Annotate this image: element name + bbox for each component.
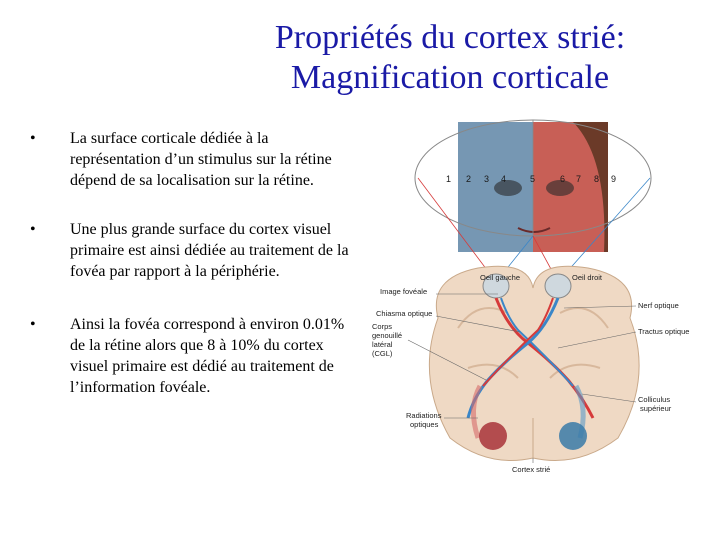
field-number: 5 — [530, 174, 536, 184]
label-radiations-1: Radiations — [406, 411, 442, 420]
label-radiations-2: optiques — [410, 420, 439, 429]
label-corps-1: Corps — [372, 322, 393, 331]
bullet-dot: • — [30, 316, 36, 333]
field-number: 3 — [484, 174, 490, 184]
label-corps-3: latéral — [372, 340, 393, 349]
visual-pathway-figure — [368, 118, 700, 478]
left-eye — [494, 180, 522, 196]
right-striate-cortex — [559, 422, 587, 450]
title-line-1: Propriétés du cortex strié: — [274, 19, 626, 56]
label-oeil-gauche: Oeil gauche — [480, 273, 521, 282]
bullet-list — [30, 128, 360, 416]
brain-outline — [429, 266, 639, 460]
slide-title — [0, 18, 720, 98]
label-corps-2: genouillé — [372, 331, 403, 340]
field-number: 6 — [560, 174, 566, 184]
field-number: 4 — [501, 174, 507, 184]
bullet-item — [30, 314, 360, 398]
label-cortex-strie: Cortex strié — [512, 465, 551, 474]
label-chiasma: Chiasma optique — [376, 309, 433, 318]
field-number: 9 — [611, 174, 617, 184]
label-tractus: Tractus optique — [638, 327, 690, 336]
bullet-dot: • — [30, 221, 36, 238]
label-nerf-optique: Nerf optique — [638, 301, 679, 310]
bullet-item — [30, 128, 360, 191]
right-eye-ball — [545, 274, 571, 298]
title-line-2: Magnification corticale — [290, 59, 610, 96]
field-number: 8 — [594, 174, 600, 184]
bullet-text: Une plus grande surface du cortex visuel primaire est ainsi dédiée au traitement de la fovéa par rapport à la périphérie. — [70, 221, 349, 280]
label-colliculus-1: Colliculus — [638, 395, 671, 404]
label-corps-4: (CGL) — [372, 349, 393, 358]
left-striate-cortex — [479, 422, 507, 450]
bullet-dot: • — [30, 130, 36, 147]
label-image-foveale: Image fovéale — [380, 287, 428, 296]
label-colliculus-2: supérieur — [640, 404, 672, 413]
field-number: 1 — [446, 174, 452, 184]
label-oeil-droit: Oeil droit — [572, 273, 603, 282]
brain-section — [429, 266, 639, 460]
field-number: 2 — [466, 174, 472, 184]
bullet-text: Ainsi la fovéa correspond à environ 0.01% de la rétine alors que 8 à 10% du cortex visuel primaire est dédié au traitement de l’information fovéale. — [70, 316, 345, 396]
bullet-text: La surface corticale dédiée à la représentation d’un stimulus sur la rétine dépend de sa localisation sur la rétine. — [70, 130, 332, 189]
bullet-item — [30, 219, 360, 282]
field-number: 7 — [576, 174, 582, 184]
